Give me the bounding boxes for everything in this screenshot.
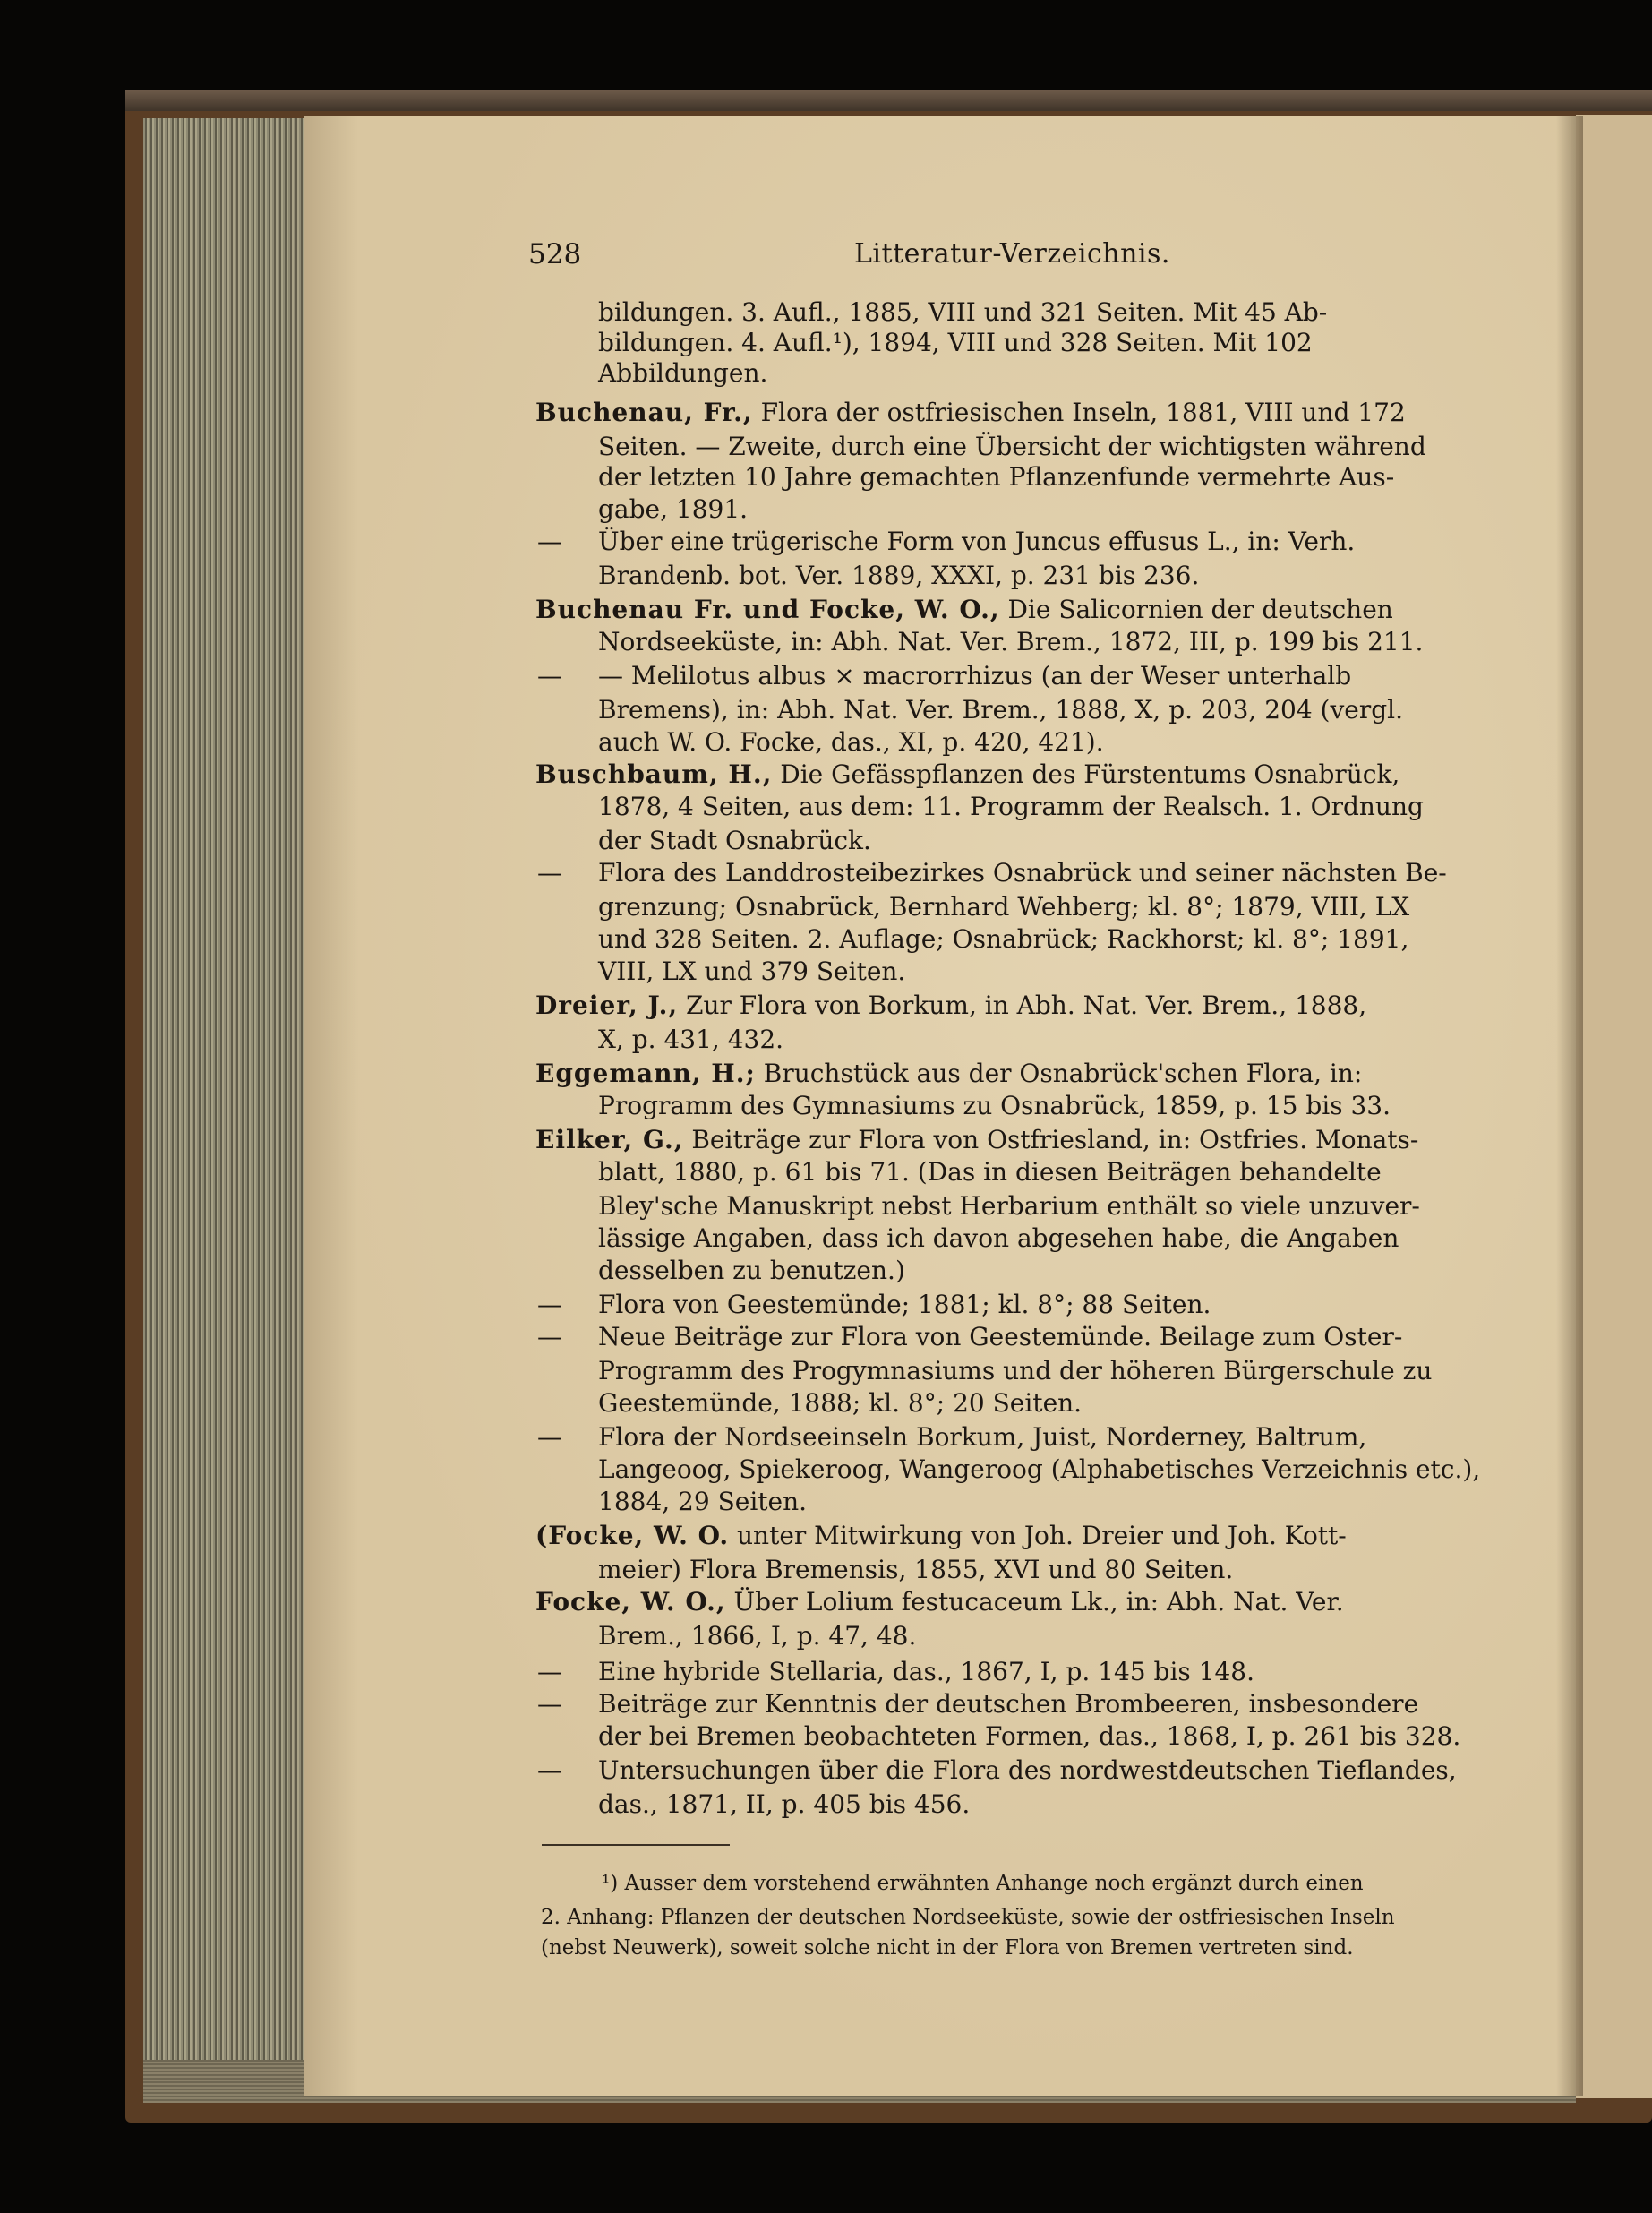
text-line: [598, 1322, 1402, 1352]
text-line: [598, 1487, 807, 1517]
ditto-dash: —: [537, 527, 562, 556]
line-text: meier) Flora Bremensis, 1855, XVI und 80 Seiten.: [598, 1555, 1234, 1584]
entry-first-line: [535, 759, 1399, 790]
author-name: Buchenau, Fr.,: [535, 398, 753, 427]
ditto-dash: —: [537, 858, 562, 888]
text-line: [598, 956, 905, 987]
line-text: Geestemünde, 1888; kl. 8°; 20 Seiten.: [598, 1388, 1083, 1418]
text-line: [598, 328, 1313, 358]
line-text: Über eine trügerische Form von Juncus effusus L., in: Verh.: [598, 527, 1356, 556]
text-line: [598, 661, 1351, 691]
text-line: [598, 1388, 1082, 1419]
text-line: [598, 892, 1409, 922]
text-line: [598, 1755, 1457, 1786]
line-text: Bremens), in: Abh. Nat. Ver. Brem., 1888, X, p. 203, 204 (vergl.: [598, 695, 1404, 725]
facing-page-edge: [1576, 115, 1652, 2098]
line-text: bildungen. 4. Aufl.¹), 1894, VIII und 328 Seiten. Mit 102: [598, 328, 1313, 357]
text-line: [598, 432, 1426, 462]
text-line: [598, 1025, 783, 1055]
line-text: Flora von Geestemünde; 1881; kl. 8°; 88 Seiten.: [598, 1290, 1211, 1319]
text-line: [598, 1454, 1480, 1485]
author-name: Buschbaum, H.,: [535, 759, 773, 789]
text-line: [598, 924, 1408, 955]
line-text: Bley'sche Manuskript nebst Herbarium enthält so viele unzuver-: [598, 1191, 1420, 1221]
line-text: gabe, 1891.: [598, 494, 749, 524]
text-line: [598, 297, 1327, 328]
line-text: 1884, 29 Seiten.: [598, 1487, 808, 1516]
line-text: grenzung; Osnabrück, Bernhard Wehberg; kl. 8°; 1879, VIII, LX: [598, 892, 1410, 922]
footnote-line: 2. Anhang: Pflanzen der deutschen Nordseeküste, sowie der ostfriesischen Inseln: [541, 1906, 1395, 1929]
line-text: Die Gefässpflanzen des Fürstentums Osnabrück,: [772, 759, 1400, 789]
line-text: unter Mitwirkung von Joh. Dreier und Joh. Kott-: [729, 1521, 1347, 1550]
ditto-dash: —: [537, 1290, 562, 1319]
ditto-dash: —: [537, 1322, 562, 1351]
text-line: [598, 494, 748, 525]
text-line: [598, 462, 1394, 493]
line-text: Brandenb. bot. Ver. 1889, XXXI, p. 231 bis 236.: [598, 561, 1200, 590]
text-line: [598, 826, 871, 856]
text-line: [598, 695, 1403, 725]
ditto-dash: —: [537, 1657, 562, 1686]
text-line: [598, 792, 1424, 822]
gutter-shadow: [1556, 116, 1583, 2096]
text-line: [598, 1555, 1233, 1585]
text-line: [598, 858, 1447, 888]
author-name: Buchenau Fr. und Focke, W. O.,: [535, 595, 1000, 624]
line-text: — Melilotus albus × macrorrhizus (an der Weser unterhalb: [598, 661, 1352, 690]
page-number: 528: [528, 238, 582, 270]
line-text: Abbildungen.: [598, 358, 768, 388]
text-line: [598, 727, 1104, 758]
line-text: Seiten. — Zweite, durch eine Übersicht der wichtigsten während: [598, 432, 1426, 461]
text-line: [598, 1689, 1418, 1720]
line-text: Die Salicornien der deutschen: [999, 595, 1393, 624]
line-text: Beiträge zur Kenntnis der deutschen Brombeeren, insbesondere: [598, 1689, 1419, 1719]
text-line: [598, 1157, 1382, 1188]
footnote-line: ¹) Ausser dem vorstehend erwähnten Anhange noch ergänzt durch einen: [602, 1872, 1364, 1895]
text-line: [598, 527, 1355, 557]
line-text: Brem., 1866, I, p. 47, 48.: [598, 1621, 917, 1651]
line-text: Flora des Landdrosteibezirkes Osnabrück und seiner nächsten Be-: [598, 858, 1447, 888]
cover-top-edge: [125, 90, 1652, 111]
ditto-dash: —: [537, 1689, 562, 1719]
entry-first-line: [535, 1059, 1362, 1089]
line-text: das., 1871, II, p. 405 bis 456.: [598, 1789, 971, 1819]
line-text: desselben zu benutzen.): [598, 1256, 905, 1285]
text-line: [598, 1091, 1391, 1121]
line-text: Flora der ostfriesischen Inseln, 1881, VIII und 172: [752, 398, 1406, 427]
line-text: Flora der Nordseeinseln Borkum, Juist, Norderney, Baltrum,: [598, 1422, 1367, 1452]
footnote-rule: [542, 1844, 730, 1846]
entry-first-line: [535, 1587, 1344, 1617]
author-name: Dreier, J.,: [535, 991, 679, 1020]
line-text: lässige Angaben, dass ich davon abgesehen habe, die Angaben: [598, 1223, 1399, 1253]
line-text: Langeoog, Spiekeroog, Wangeroog (Alphabetisches Verzeichnis etc.),: [598, 1454, 1481, 1484]
entry-first-line: [535, 595, 1393, 625]
footnote-line: (nebst Neuwerk), soweit solche nicht in der Flora von Bremen vertreten sind.: [541, 1936, 1354, 1960]
text-line: [598, 358, 767, 389]
author-name: Eilker, G.,: [535, 1125, 684, 1154]
text-line: [598, 1223, 1399, 1254]
entry-first-line: [535, 991, 1366, 1021]
line-text: Bruchstück aus der Osnabrück'schen Flora, in:: [755, 1059, 1363, 1088]
line-text: Programm des Gymnasiums zu Osnabrück, 1859, p. 15 bis 33.: [598, 1091, 1391, 1120]
entry-first-line: [535, 1521, 1347, 1551]
text-line: [598, 1191, 1420, 1222]
line-text: blatt, 1880, p. 61 bis 71. (Das in diesen Beiträgen behandelte: [598, 1157, 1382, 1187]
author-name: Eggemann, H.;: [535, 1059, 756, 1088]
line-text: und 328 Seiten. 2. Auflage; Osnabrück; Rackhorst; kl. 8°; 1891,: [598, 924, 1409, 954]
text-line: [598, 1721, 1460, 1752]
text-line: [598, 1422, 1366, 1453]
line-text: Neue Beiträge zur Flora von Geestemünde. Beilage zum Oster-: [598, 1322, 1403, 1351]
ditto-dash: —: [537, 1755, 562, 1785]
line-text: der letzten 10 Jahre gemachten Pflanzenfunde vermehrte Aus-: [598, 462, 1395, 492]
text-line: [598, 1290, 1211, 1320]
text-line: [598, 1657, 1254, 1687]
line-text: bildungen. 3. Aufl., 1885, VIII und 321 Seiten. Mit 45 Ab-: [598, 297, 1328, 327]
line-text: Zur Flora von Borkum, in Abh. Nat. Ver. Brem., 1888,: [678, 991, 1367, 1020]
line-text: X, p. 431, 432.: [598, 1025, 784, 1054]
ditto-dash: —: [537, 661, 562, 690]
text-line: [598, 1621, 916, 1651]
line-text: der bei Bremen beobachteten Formen, das., 1868, I, p. 261 bis 328.: [598, 1721, 1461, 1751]
line-text: auch W. O. Focke, das., XI, p. 420, 421).: [598, 727, 1104, 757]
entry-first-line: [535, 398, 1406, 428]
line-text: Beiträge zur Flora von Ostfriesland, in: Ostfries. Monats-: [683, 1125, 1419, 1154]
running-header: Litteratur-Verzeichnis.: [854, 238, 1170, 270]
line-text: Nordseeküste, in: Abh. Nat. Ver. Brem., 1872, III, p. 199 bis 211.: [598, 627, 1424, 656]
line-text: 1878, 4 Seiten, aus dem: 11. Programm der Realsch. 1. Ordnung: [598, 792, 1424, 821]
line-text: der Stadt Osnabrück.: [598, 826, 871, 855]
line-text: Untersuchungen über die Flora des nordwestdeutschen Tieflandes,: [598, 1755, 1457, 1785]
line-text: Eine hybride Stellaria, das., 1867, I, p. 145 bis 148.: [598, 1657, 1255, 1686]
author-name: Focke, W. O.,: [535, 1587, 726, 1617]
text-line: [598, 1789, 970, 1820]
line-text: Programm des Progymnasiums und der höheren Bürgerschule zu: [598, 1356, 1433, 1385]
line-text: Über Lolium festucaceum Lk., in: Abh. Nat. Ver.: [725, 1587, 1344, 1617]
text-line: [598, 627, 1423, 657]
entry-first-line: [535, 1125, 1418, 1155]
line-text: VIII, LX und 379 Seiten.: [598, 956, 906, 986]
text-line: [598, 1256, 905, 1286]
page-block-edge: [143, 118, 331, 2102]
text-line: [598, 1356, 1432, 1386]
author-name: (Focke, W. O.: [535, 1521, 730, 1550]
ditto-dash: —: [537, 1422, 562, 1452]
text-line: [598, 561, 1199, 591]
